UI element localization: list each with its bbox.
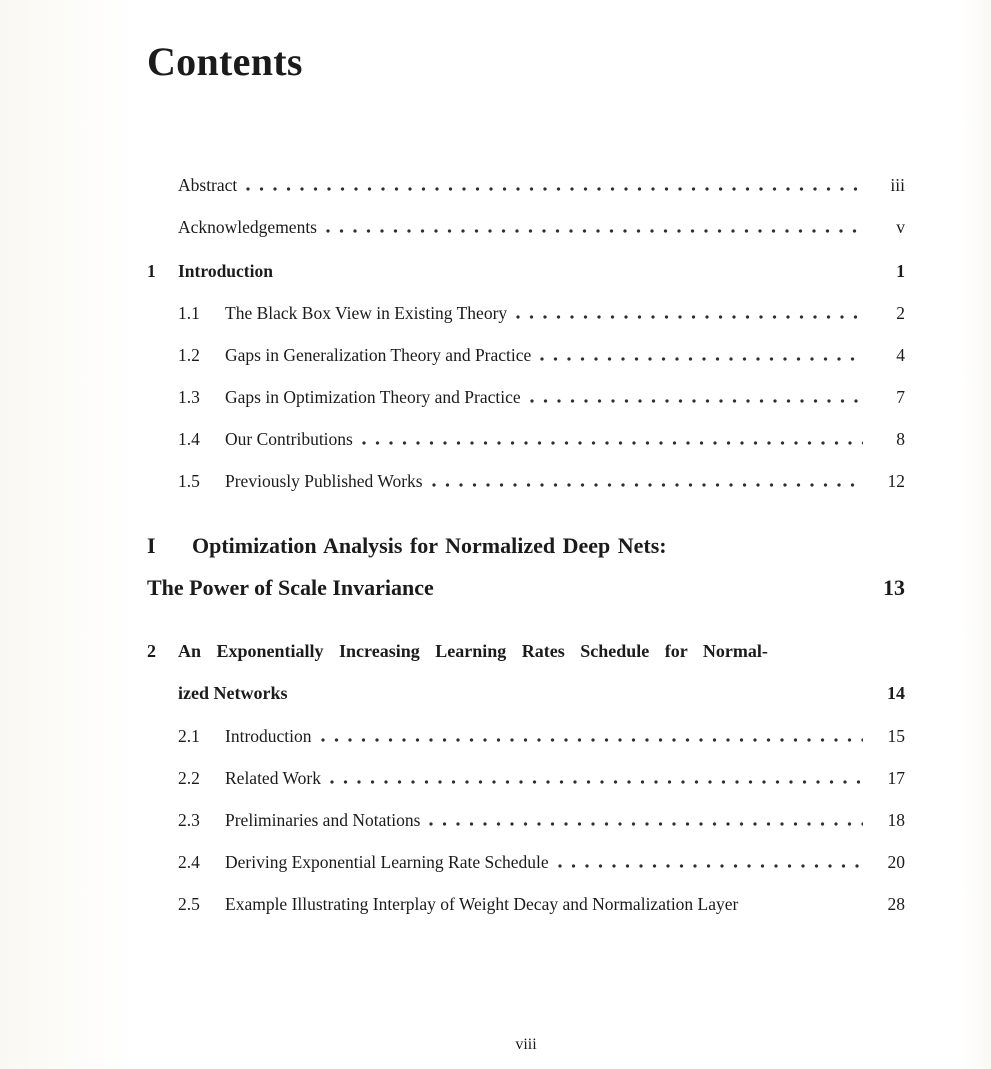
section-number: 1.3 [178, 387, 200, 407]
toc-entry-acknowledgements [147, 216, 905, 238]
dot-leader [432, 483, 863, 487]
part-title-line1: Optimization Analysis for Normalized Deep Nets: [192, 533, 667, 558]
part-heading [147, 532, 905, 601]
dot-leader [330, 780, 863, 784]
page-number: 20 [887, 852, 905, 872]
page-number: 17 [887, 768, 905, 788]
dot-leader [429, 822, 863, 826]
footer-page-number: viii [515, 1036, 537, 1053]
toc-entry [147, 344, 905, 366]
page-edge-shading-left [0, 0, 136, 1069]
part-title-line2: The Power of Scale Invariance [147, 575, 434, 600]
chapter-title-line1: An Exponentially Increasing Learning Rates Schedule for Normal- [178, 641, 768, 661]
toc-entry [147, 302, 905, 324]
chapter-title: Introduction [178, 261, 273, 281]
section-number: 1.4 [178, 429, 200, 449]
section-title: Gaps in Optimization Theory and Practice [225, 387, 521, 407]
section-number: 2.5 [178, 894, 200, 914]
chapter-heading-line2 [147, 681, 905, 705]
toc-entry [147, 725, 905, 747]
chapter-number: 1 [147, 261, 156, 281]
part-number: I [147, 533, 156, 558]
section-title: Deriving Exponential Learning Rate Schedule [225, 852, 549, 872]
dot-leader [326, 229, 863, 233]
page-number: 1 [896, 261, 905, 281]
dot-leader [362, 441, 863, 445]
chapter-title-line2: ized Networks [178, 683, 288, 703]
toc-entry [147, 851, 905, 873]
toc-entry [147, 893, 905, 915]
dot-leader [246, 187, 863, 191]
page-number: iii [890, 175, 905, 195]
section-title: Related Work [225, 768, 321, 788]
section-title: Previously Published Works [225, 471, 423, 491]
page-number: v [896, 217, 905, 237]
page-number: 12 [887, 471, 905, 491]
section-number: 2.4 [178, 852, 200, 872]
section-title: Introduction [225, 726, 312, 746]
toc-entry [147, 767, 905, 789]
chapter-1-block [147, 260, 905, 492]
page-number: 13 [883, 575, 905, 600]
page-number: 7 [896, 387, 905, 407]
section-number: 1.5 [178, 471, 200, 491]
part-heading-line2 [147, 574, 905, 601]
section-number: 1.1 [178, 303, 200, 323]
toc-entry [147, 470, 905, 492]
section-number: 1.2 [178, 345, 200, 365]
chapter-heading-line1 [147, 639, 905, 663]
section-number: 2.1 [178, 726, 200, 746]
dot-leader [516, 315, 863, 319]
section-title: Gaps in Generalization Theory and Practice [225, 345, 532, 365]
section-number: 2.3 [178, 810, 200, 830]
toc-entry-label: Acknowledgements [178, 217, 317, 237]
dot-leader [558, 864, 863, 868]
dot-leader [321, 738, 863, 742]
chapter-2-heading [147, 639, 905, 705]
toc-entry [147, 809, 905, 831]
page-number: 2 [896, 303, 905, 323]
front-matter-section [147, 174, 905, 238]
chapter-2-sections [147, 725, 905, 915]
toc-entry-abstract [147, 174, 905, 196]
section-title: The Black Box View in Existing Theory [225, 303, 508, 323]
section-title: Example Illustrating Interplay of Weight Decay and Normalization Layer [225, 894, 739, 914]
toc-entry [147, 428, 905, 450]
section-number: 2.2 [178, 768, 200, 788]
part-heading-line1 [147, 532, 905, 559]
section-title: Our Contributions [225, 429, 353, 449]
chapter-number: 2 [147, 641, 156, 661]
page-content [147, 0, 905, 935]
page-number: 8 [896, 429, 905, 449]
page-title: Contents [147, 39, 303, 84]
dot-leader [540, 357, 863, 361]
page-number: 14 [887, 683, 905, 703]
chapter-heading [147, 260, 905, 282]
page-number: 15 [887, 726, 905, 746]
toc-entry [147, 386, 905, 408]
page-number: 28 [887, 894, 905, 914]
toc-entry-label: Abstract [178, 175, 238, 195]
page-edge-shading-right [961, 0, 991, 1069]
section-title: Preliminaries and Notations [225, 810, 421, 830]
page-number: 18 [887, 810, 905, 830]
dot-leader [530, 399, 863, 403]
page-number: 4 [896, 345, 905, 365]
